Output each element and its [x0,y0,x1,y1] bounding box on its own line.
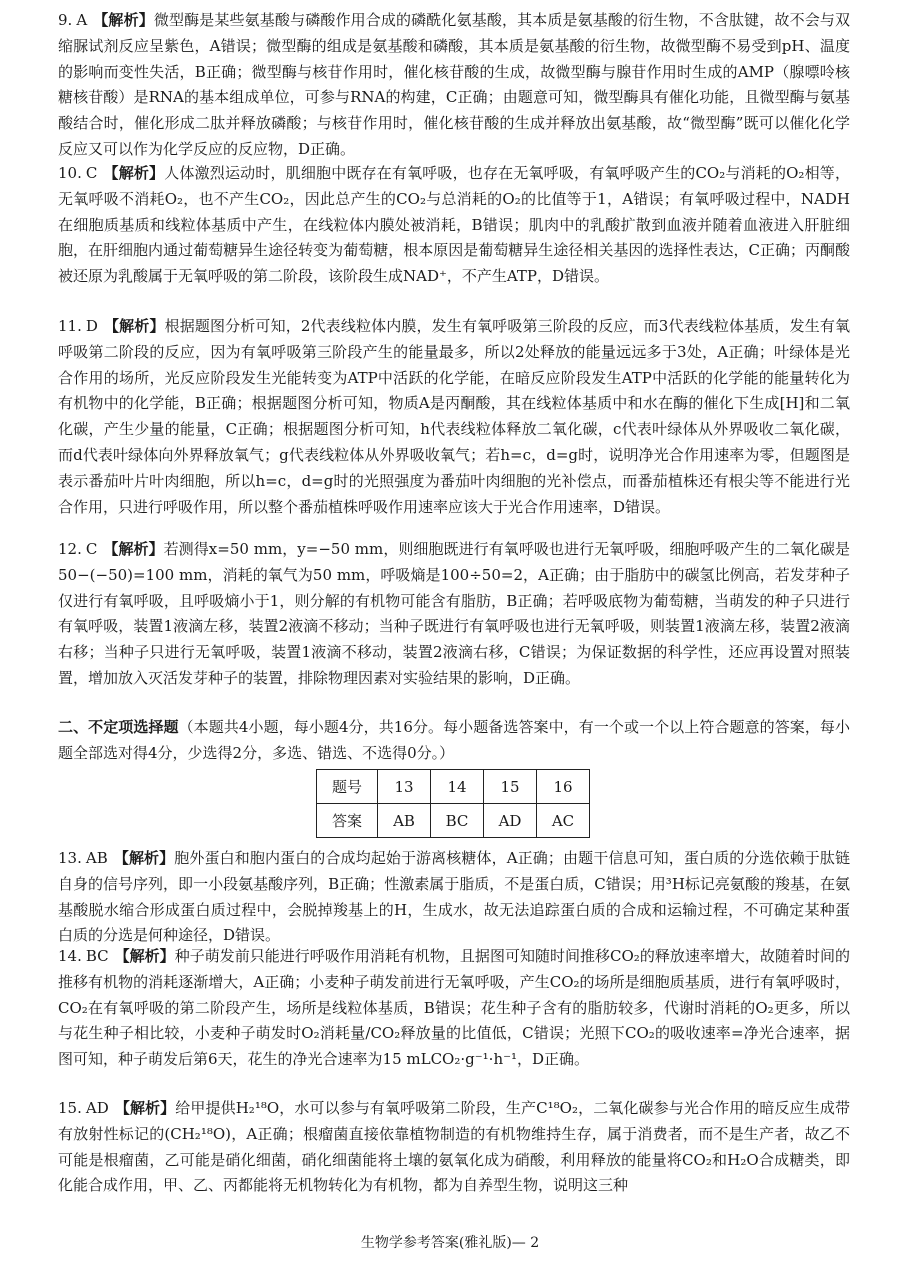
analysis-text: 若测得x=50 mm，y=−50 mm，则细胞既进行有氧呼吸也进行无氧呼吸，细胞呼吸产生的二氧化碳是50−(−50)=100 mm，消耗的氧气为50 mm，呼吸熵是100÷50=2，A正确；由于脂肪中的碳氢比例高，若发芽种子仅进行有氧呼吸，且呼吸熵小于1，则分解的有机物可能含有脂肪，B正确；若呼吸底物为葡萄糖，当萌发的种子只进行有氧呼吸，装置1液滴左移，装置2液滴不移动；当种子既进行有氧呼吸也进行无氧呼吸，则装置1液滴左移，装置2液滴右移；当种子只进行无氧呼吸，装置1液滴不移动，装置2液滴右移，C错误；为保证数据的科学性，还应再设置对照装置，增加放入灭活发芽种子的装置，排除物理因素对实验结果的影响，D正确。 [58,540,850,687]
question-number: 12. [58,540,82,558]
answer-item-15 [58,1096,850,1199]
answer-item-10 [58,161,850,290]
analysis-text: 人体激烈运动时，肌细胞中既存在有氧呼吸，也存在无氧呼吸，有氧呼吸产生的CO₂与消耗的O₂相等，无氧呼吸不消耗O₂，也不产生CO₂，因此总产生的CO₂与总消耗的O₂的比值等于1，A错误；有氧呼吸过程中，NADH在细胞质基质和线粒体基质中产生，在线粒体内膜处被消耗，B错误；肌肉中的乳酸扩散到血液并随着血液进入肝脏细胞，在肝细胞内通过葡萄糖异生途径转变为葡萄糖，根本原因是葡萄糖异生途径相关基因的选择性表达，C正确；丙酮酸被还原为乳酸属于无氧呼吸的第二阶段，该阶段生成NAD⁺，不产生ATP，D错误。 [58,164,850,286]
answer-table [316,769,590,838]
analysis-tag: 【解析】 [114,947,175,965]
table-cell: 13 [378,770,431,804]
question-number: 11. [58,317,82,335]
analysis-tag: 【解析】 [103,540,164,558]
answer-letter: AD [85,1099,109,1117]
question-number: 9. [58,11,73,29]
analysis-tag: 【解析】 [113,849,175,867]
answer-item-14 [58,944,850,1073]
analysis-tag: 【解析】 [103,317,165,335]
table-cell: AC [537,804,590,838]
table-cell: AD [484,804,537,838]
analysis-tag: 【解析】 [93,11,154,29]
section-note: （本题共4小题，每小题4分，共16分。每小题备选答案中，有一个或一个以上符合题意的答案，每小题全部选对得4分，少选得2分，多选、错选、不选得0分。） [58,718,850,762]
analysis-text: 胞外蛋白和胞内蛋白的合成均起始于游离核糖体，A正确；由题干信息可知，蛋白质的分选依赖于肽链自身的信号序列，即一小段氨基酸序列，B正确；性激素属于脂质，不是蛋白质，C错误；用³H标记亮氨酸的羧基，在氨基酸脱水缩合形成蛋白质过程中，会脱掉羧基上的H，生成水，故无法追踪蛋白质的合成和运输过程，不可确定某种蛋白质的分选是何种途径，D错误。 [58,849,850,945]
answer-item-11 [58,314,850,520]
answer-letter: C [85,540,98,558]
answer-letter: C [85,164,98,182]
section-title: 二、不定项选择题 [58,718,179,736]
table-cell: AB [378,804,431,838]
section-2-heading [58,715,850,767]
answer-item-9 [58,8,850,163]
answer-letter: AB [85,849,108,867]
analysis-text: 微型酶是某些氨基酸与磷酸作用合成的磷酰化氨基酸，其本质是氨基酸的衍生物，不含肽键，故不会与双缩脲试剂反应呈紫色，A错误；微型酶的组成是氨基酸和磷酸，其本质是氨基酸的衍生物，故微型酶不易受到pH、温度的影响而变性失活，B正确；微型酶与核苷作用时，催化核苷酸的生成，故微型酶与腺苷作用时生成的AMP（腺嘌呤核糖核苷酸）是RNA的基本组成单位，可参与RNA的构建，C正确；由题意可知，微型酶具有催化功能，且微型酶与氨基酸结合时，催化形成二肽并释放磷酸；与核苷作用时，催化核苷酸的生成并释放出氨基酸，故“微型酶”既可以催化化学反应又可以作为化学反应的反应物，D正确。 [58,11,850,158]
table-cell: 16 [537,770,590,804]
table-header-cell: 题号 [317,770,378,804]
analysis-text: 根据题图分析可知，2代表线粒体内膜，发生有氧呼吸第三阶段的反应，而3代表线粒体基质，发生有氧呼吸第二阶段的反应，因为有氧呼吸第三阶段产生的能量最多，所以2处释放的能量远远多于3处，A正确；叶绿体是光合作用的场所，光反应阶段发生光能转变为ATP中活跃的化学能，在暗反应阶段发生ATP中活跃的化学能的能量转化为有机物中的化学能，B正确；根据题图分析可知，物质A是丙酮酸，其在线粒体基质中和水在酶的催化下生成[H]和二氧化碳，产生少量的能量，C正确；根据题图分析可知，h代表线粒体释放二氧化碳，c代表叶绿体从外界吸收二氧化碳，而d代表叶绿体向外界释放氧气；g代表线粒体从外界吸收氧气；若h=c，d=g时，说明净光合作用速率为零，但题图是表示番茄叶片叶肉细胞，所以h=c，d=g时的光照强度为番茄叶肉细胞的光补偿点，而番茄植株还有根尖等不能进行光合作用，只进行呼吸作用，所以整个番茄植株呼吸作用速率应该大于光合作用速率，D错误。 [58,317,850,516]
analysis-text: 种子萌发前只能进行呼吸作用消耗有机物，且据图可知随时间推移CO₂的释放速率增大，故随着时间的推移有机物的消耗逐渐增大，A正确；小麦种子萌发前进行无氧呼吸，产生CO₂的场所是细胞质基质，进行有氧呼吸时，CO₂在有氧呼吸的第二阶段产生，场所是线粒体基质，B错误；花生种子含有的脂肪较多，代谢时消耗的O₂更多，所以与花生种子相比较，小麦种子萌发时O₂消耗量/CO₂释放量的比值低，C错误；光照下CO₂的吸收速率=净光合速率，据图可知，种子萌发后第6天，花生的净光合速率为15 mLCO₂·g⁻¹·h⁻¹，D正确。 [58,947,850,1069]
analysis-tag: 【解析】 [114,1099,176,1117]
question-number: 10. [58,164,82,182]
question-number: 14. [58,947,82,965]
question-number: 15. [58,1099,82,1117]
analysis-tag: 【解析】 [103,164,165,182]
table-cell: 15 [484,770,537,804]
question-number: 13. [58,849,82,867]
table-row-answers [317,804,590,838]
table-cell: BC [431,804,484,838]
answer-item-13 [58,846,850,949]
answer-letter: A [76,11,88,29]
answer-letter: BC [85,947,109,965]
analysis-text: 给甲提供H₂¹⁸O，水可以参与有氧呼吸第二阶段，生产C¹⁸O₂，二氧化碳参与光合作用的暗反应生成带有放射性标记的(CH₂¹⁸O)，A正确；根瘤菌直接依靠植物制造的有机物维持生存，属于消费者，而不是生产者，故乙不可能是根瘤菌，乙可能是硝化细菌，硝化细菌能将土壤的氨氧化成为硝酸，利用释放的能量将CO₂和H₂O合成糖类，即化能合成作用，甲、乙、丙都能将无机物转化为有机物，都为自养型生物，说明这三种 [58,1099,850,1195]
answer-item-12 [58,537,850,692]
table-row-questions [317,770,590,804]
answer-letter: D [85,317,98,335]
table-header-cell: 答案 [317,804,378,838]
page-footer: 生物学参考答案(雅礼版)— 2 [360,1235,540,1251]
table-cell: 14 [431,770,484,804]
